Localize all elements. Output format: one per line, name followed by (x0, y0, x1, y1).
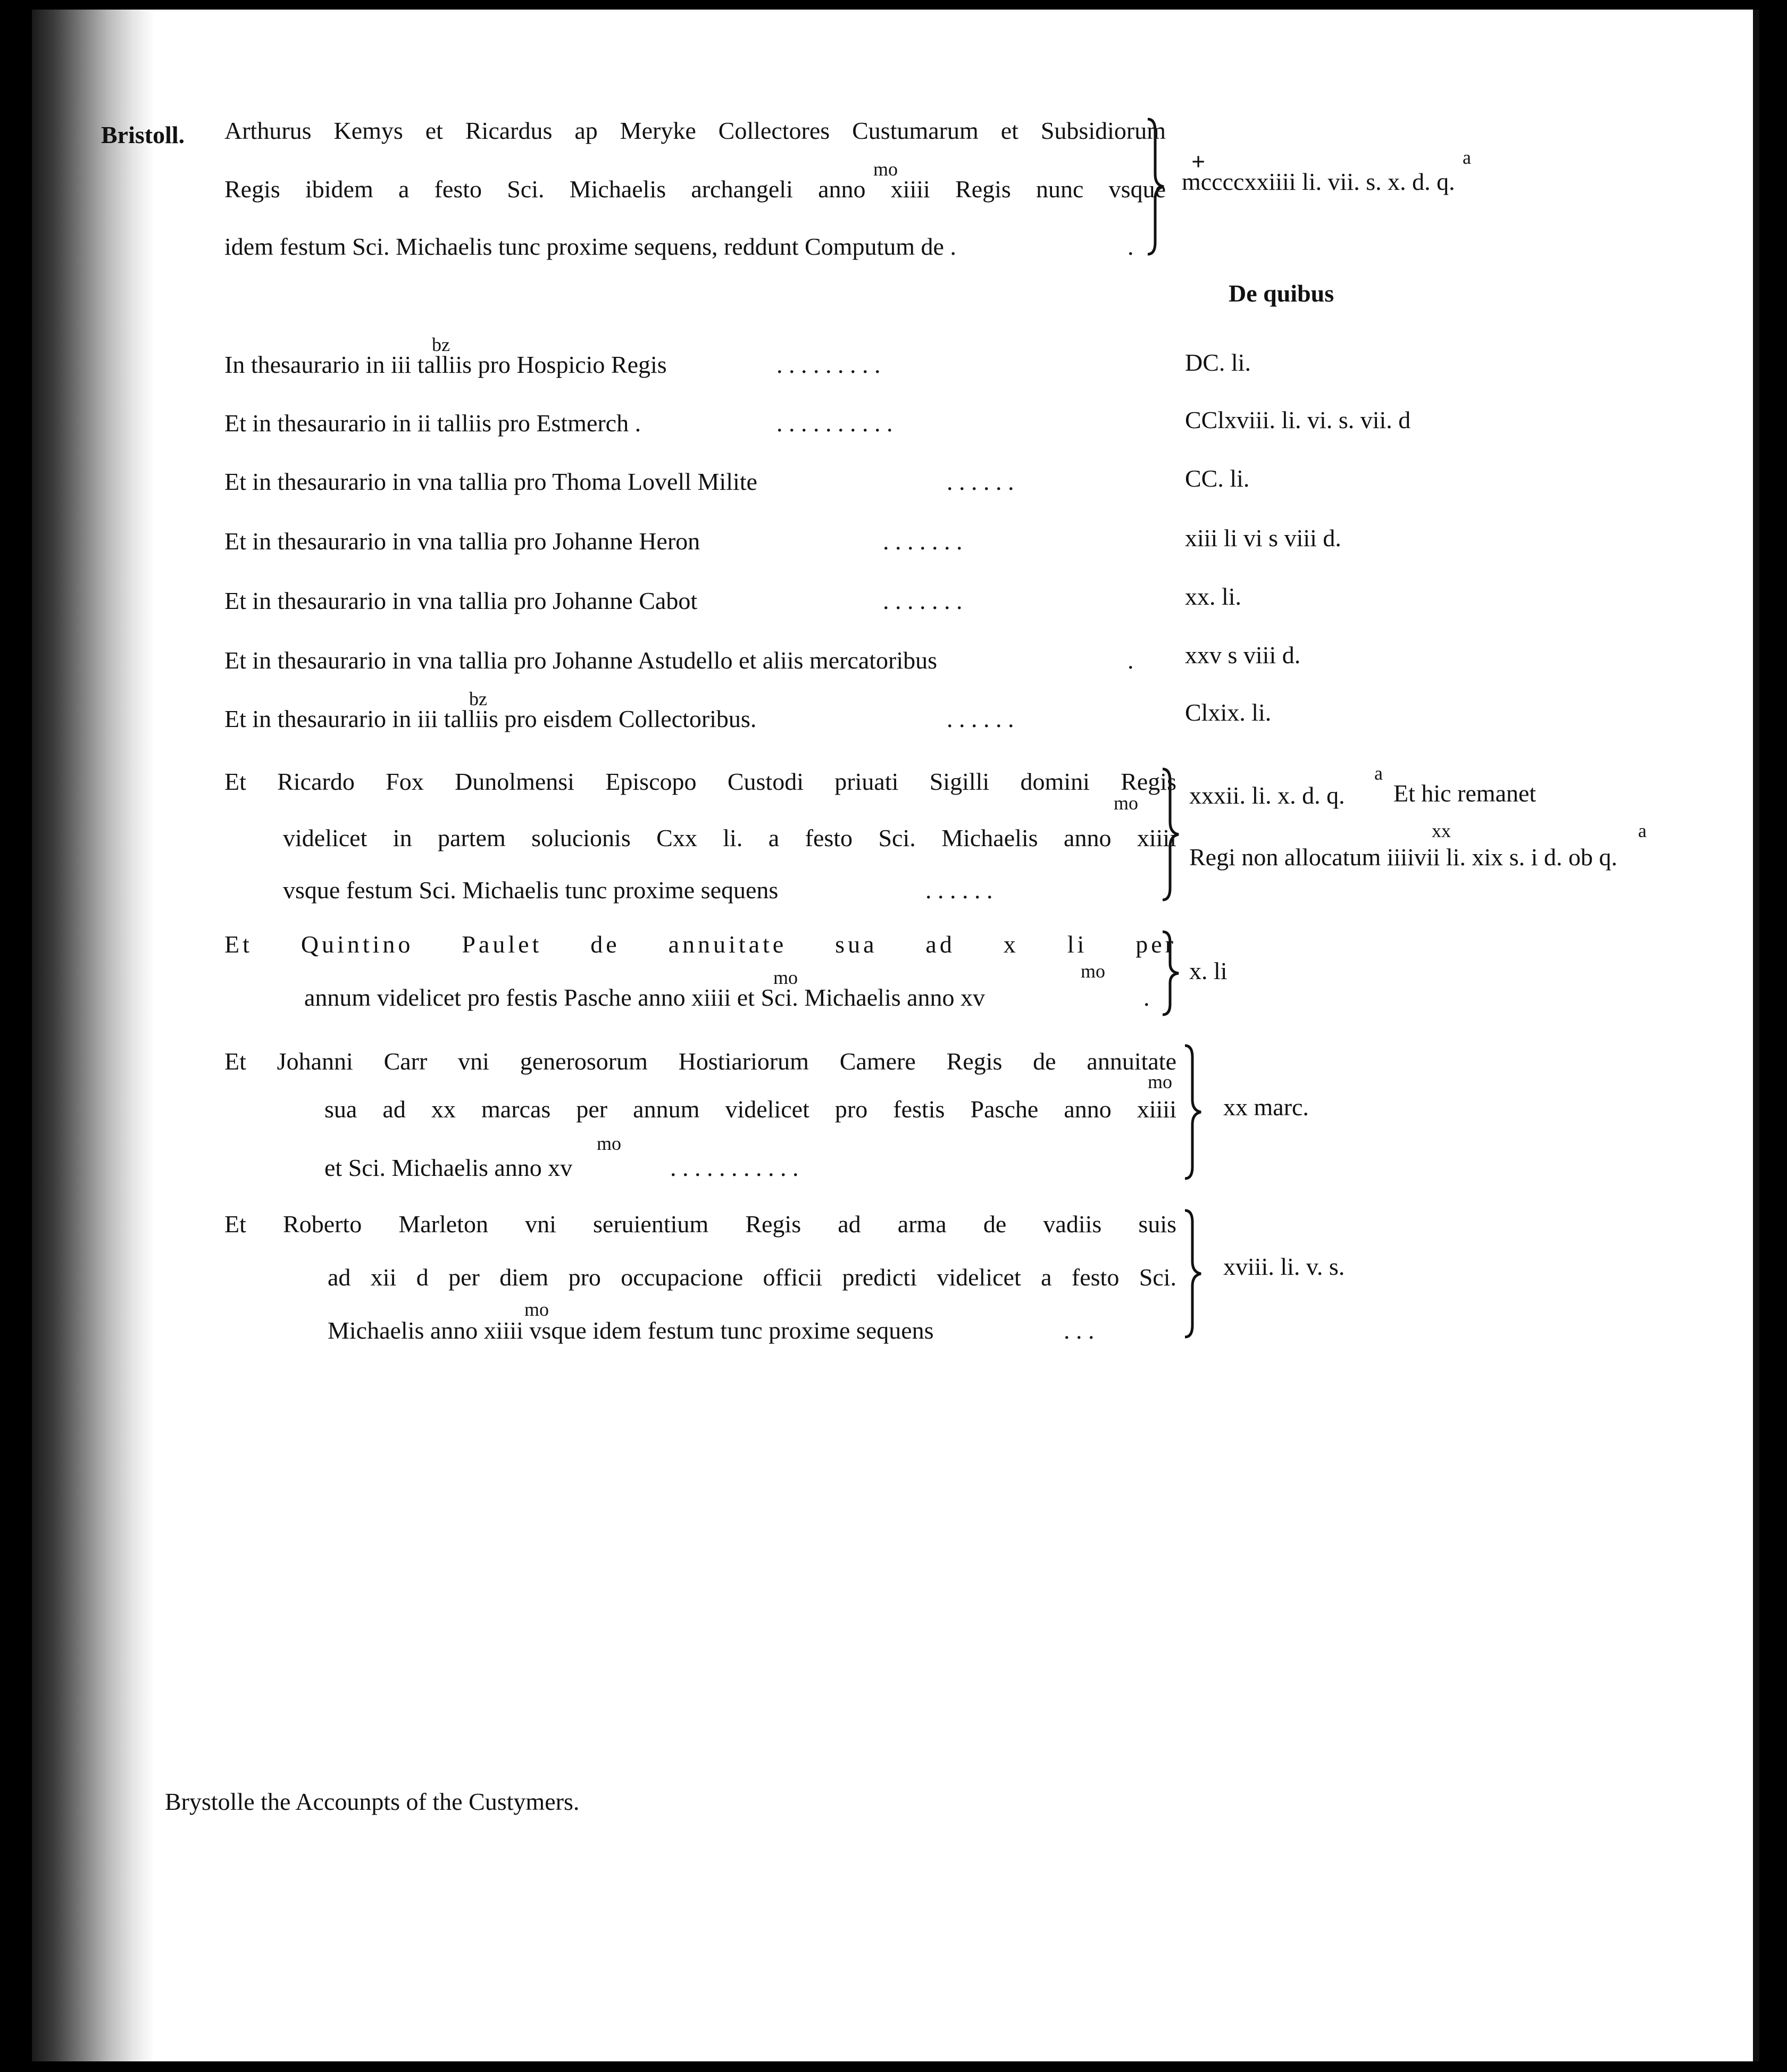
carr-brace (1181, 1041, 1213, 1184)
fox-line-3: vsque festum Sci. Michaelis tunc proxime sequens (283, 876, 779, 904)
paulet-line-2-end: . (1143, 984, 1150, 1011)
entry-1-text: In thesaurario in iii talliis pro Hospicio Regis (224, 351, 667, 378)
fox-amount: xxxii. li. x. d. q. (1189, 782, 1345, 809)
entry-5-amount: xx. li. (1185, 583, 1242, 610)
header-brace (1143, 115, 1175, 258)
entry-6-leader: . (1128, 647, 1134, 674)
entry-4-amount: xiii li vi s viii d. (1185, 524, 1341, 552)
entry-7-leader: . . . . . . (947, 705, 1014, 732)
fox-remanet-superscript-xx: xx (1432, 820, 1451, 841)
marleton-line-3: Michaelis anno xiiii vsque idem festum tunc proxime sequens (328, 1317, 934, 1344)
marleton-line-3-superscript: mo (524, 1299, 549, 1320)
paulet-line-1: Et Quintino Paulet de annuitate sua ad x li per (224, 931, 1176, 958)
header-line-3: idem festum Sci. Michaelis tunc proxime sequens, reddunt Computum de . (224, 233, 956, 260)
margin-place-name: Bristoll. (101, 121, 185, 148)
fox-line-1: Et Ricardo Fox Dunolmensi Episcopo Custodi priuati Sigilli domini Regis (224, 768, 1176, 795)
entry-1-amount: DC. li. (1185, 349, 1251, 376)
entry-1-leader: . . . . . . . . . (776, 351, 881, 378)
entry-7-text: Et in thesaurario in iii talliis pro eisdem Collectoribus. (224, 705, 757, 732)
carr-line-3-leader: . . . . . . . . . . . (670, 1154, 799, 1181)
paulet-line-2: annum videlicet pro festis Pasche anno xiiii et Sci. Michaelis anno xv (304, 984, 986, 1011)
marleton-brace (1181, 1206, 1213, 1342)
header-line-2-superscript: mo (873, 158, 898, 180)
page-edge (1753, 10, 1759, 2061)
entry-7-superscript: bz (469, 688, 487, 709)
marleton-line-3-leader: . . . (1064, 1317, 1095, 1344)
paulet-brace (1158, 928, 1190, 1019)
marleton-amount: xviii. li. v. s. (1223, 1253, 1345, 1280)
entry-5-text: Et in thesaurario in vna tallia pro Johanne Cabot (224, 587, 698, 614)
paulet-superscript-1: mo (773, 967, 798, 988)
entry-5-leader: . . . . . . . (883, 587, 963, 614)
paulet-superscript-2: mo (1081, 960, 1106, 982)
carr-line-3: et Sci. Michaelis anno xv (324, 1154, 573, 1181)
carr-line-3-superscript: mo (597, 1133, 622, 1154)
document-page (32, 10, 1759, 2061)
carr-line-1: Et Johanni Carr vni generosorum Hostiariorum Camere Regis de annuitate (224, 1048, 1176, 1075)
fox-remanet-line-2: Regi non allocatum iiiivii li. xix s. i d. ob q. (1189, 843, 1617, 871)
fox-remanet: Et hic remanet (1393, 780, 1537, 807)
fox-brace (1158, 765, 1190, 904)
binding-shadow (32, 10, 154, 2061)
paulet-amount: x. li (1189, 957, 1227, 984)
header-line-2: Regis ibidem a festo Sci. Michaelis archangeli anno xiiii Regis nunc vsque (224, 176, 1166, 203)
entry-3-leader: . . . . . . (947, 468, 1014, 495)
header-amount: mccccxxiiii li. vii. s. x. d. q. (1182, 168, 1455, 195)
fox-line-2-superscript: mo (1114, 792, 1139, 814)
fox-line-2: videlicet in partem solucionis Cxx li. a festo Sci. Michaelis anno xiiii (283, 824, 1176, 851)
de-quibus-heading: De quibus (1229, 280, 1334, 307)
entry-4-leader: . . . . . . . (883, 528, 963, 555)
fox-amount-superscript: a (1374, 763, 1383, 784)
marleton-line-2: ad xii d per diem pro occupacione officii predicti videlicet a festo Sci. (328, 1264, 1176, 1291)
carr-line-2: sua ad xx marcas per annum videlicet pro festis Pasche anno xiiii (324, 1096, 1176, 1123)
entry-2-leader: . . . . . . . . . . (776, 410, 893, 437)
entry-6-text: Et in thesaurario in vna tallia pro Johanne Astudello et aliis mercatoribus (224, 647, 938, 674)
header-amount-superscript: a (1463, 147, 1471, 168)
entry-3-text: Et in thesaurario in vna tallia pro Thoma Lovell Milite (224, 468, 757, 495)
header-line-3-end: . (1128, 233, 1134, 260)
entry-6-amount: xxv s viii d. (1185, 641, 1301, 669)
fox-remanet-superscript-a: a (1638, 820, 1647, 841)
header-line-1: Arthurus Kemys et Ricardus ap Meryke Collectores Custumarum et Subsidiorum (224, 117, 1166, 144)
entry-4-text: Et in thesaurario in vna tallia pro Johanne Heron (224, 528, 700, 555)
carr-line-2-superscript: mo (1148, 1071, 1173, 1092)
entry-1-superscript: bz (432, 334, 450, 355)
fox-line-3-leader: . . . . . . (925, 876, 993, 904)
carr-amount: xx marc. (1223, 1093, 1309, 1121)
entry-3-amount: CC. li. (1185, 465, 1250, 492)
header-amount-mark: + (1191, 148, 1206, 175)
entry-2-text: Et in thesaurario in ii talliis pro Estmerch . (224, 410, 641, 437)
marleton-line-1: Et Roberto Marleton vni seruientium Regis ad arma de vadiis suis (224, 1210, 1176, 1238)
entry-7-amount: Clxix. li. (1185, 699, 1272, 726)
footer-caption: Brystolle the Accounpts of the Custymers. (165, 1788, 580, 1815)
entry-2-amount: CClxviii. li. vi. s. vii. d (1185, 406, 1411, 433)
